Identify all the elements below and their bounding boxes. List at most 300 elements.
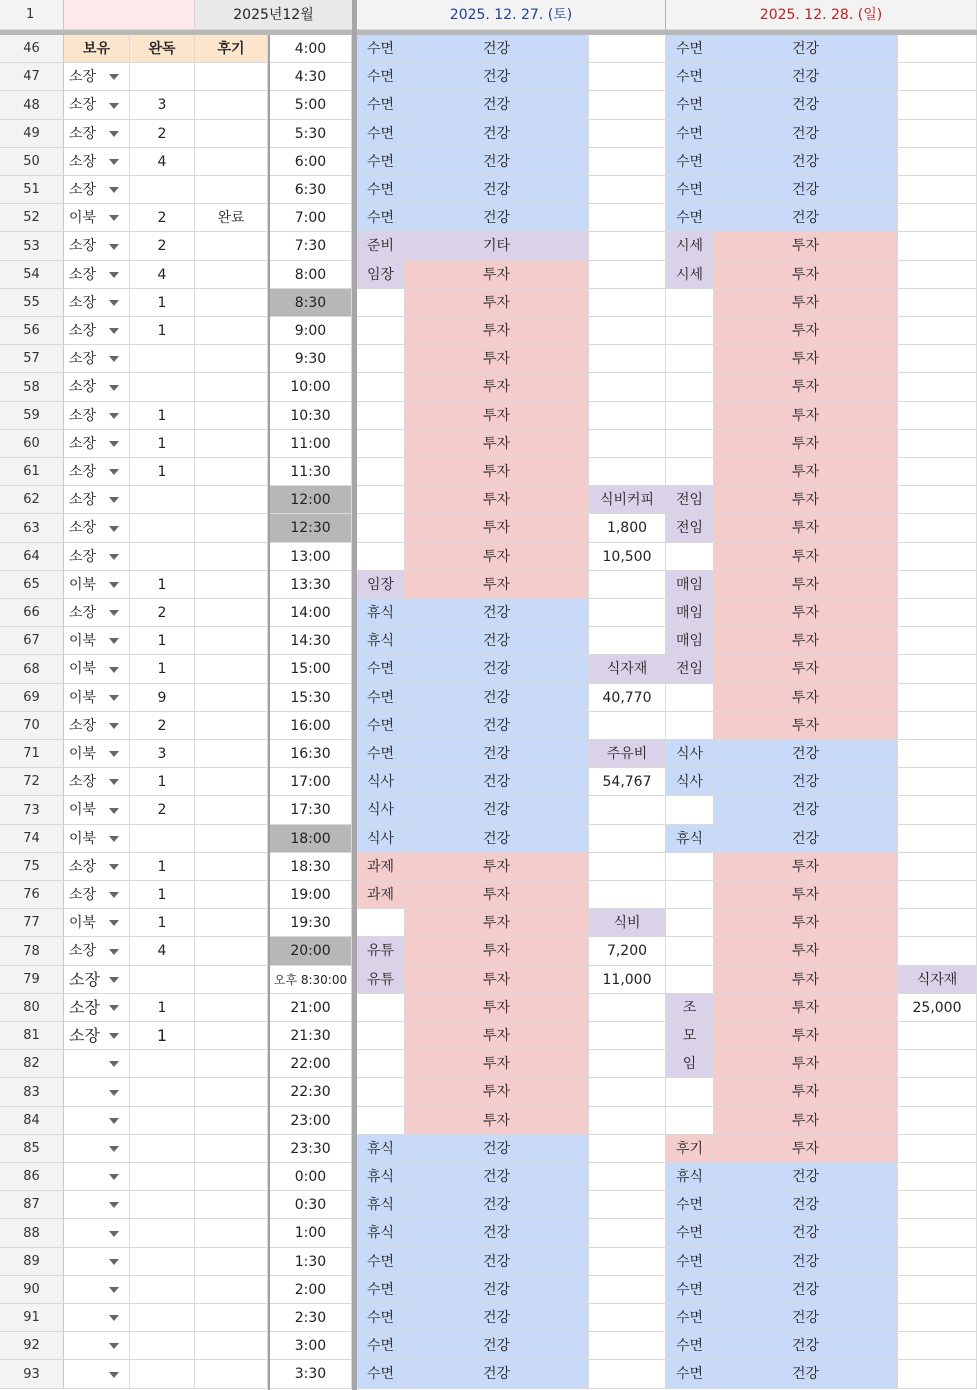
own-dropdown-cell[interactable]: 소장 bbox=[64, 458, 130, 486]
own-dropdown-cell[interactable]: 소장 bbox=[64, 63, 130, 91]
time-cell[interactable]: 23:00 bbox=[270, 1107, 352, 1135]
own-dropdown-cell[interactable] bbox=[64, 1219, 130, 1248]
chevron-down-icon[interactable] bbox=[109, 1033, 119, 1039]
day1-activity-cell[interactable] bbox=[357, 430, 405, 458]
row-number[interactable]: 55 bbox=[0, 289, 64, 317]
day1-category-cell[interactable]: 건강 bbox=[405, 1163, 589, 1191]
day2-activity-cell[interactable]: 수면 bbox=[666, 1332, 714, 1360]
time-cell[interactable]: 10:30 bbox=[270, 402, 352, 430]
day1-expense-cell[interactable]: 40,770 bbox=[589, 684, 666, 712]
day2-expense-cell[interactable] bbox=[898, 176, 977, 204]
review-cell[interactable] bbox=[195, 599, 268, 627]
review-cell[interactable] bbox=[195, 994, 268, 1022]
review-cell[interactable] bbox=[195, 176, 268, 204]
review-cell[interactable] bbox=[195, 684, 268, 712]
day2-activity-cell[interactable]: 식사 bbox=[666, 740, 714, 768]
day1-expense-cell[interactable] bbox=[589, 289, 666, 317]
day1-category-cell[interactable]: 건강 bbox=[405, 35, 589, 63]
own-dropdown-cell[interactable]: 소장 bbox=[64, 712, 130, 740]
day2-expense-cell[interactable] bbox=[898, 853, 977, 881]
review-cell[interactable] bbox=[195, 1135, 268, 1163]
day1-expense-cell[interactable] bbox=[589, 796, 666, 825]
day2-activity-cell[interactable] bbox=[666, 966, 714, 994]
own-dropdown-cell[interactable]: 소장 bbox=[64, 514, 130, 543]
own-dropdown-cell[interactable]: 소장 bbox=[64, 881, 130, 909]
day1-category-cell[interactable]: 투자 bbox=[405, 994, 589, 1022]
row-number[interactable]: 52 bbox=[0, 204, 64, 232]
day2-expense-cell[interactable] bbox=[898, 261, 977, 289]
own-dropdown-cell[interactable]: 이북 bbox=[64, 684, 130, 712]
day1-activity-cell[interactable]: 수면 bbox=[357, 684, 405, 712]
row-number[interactable]: 60 bbox=[0, 430, 64, 458]
time-cell[interactable]: 8:30 bbox=[270, 289, 352, 317]
day2-activity-cell[interactable]: 시세 bbox=[666, 232, 714, 261]
done-cell[interactable] bbox=[130, 1191, 195, 1219]
row-number[interactable]: 91 bbox=[0, 1304, 64, 1332]
day1-expense-cell[interactable] bbox=[589, 1191, 666, 1219]
day2-category-cell[interactable]: 투자 bbox=[714, 1078, 898, 1107]
day2-category-cell[interactable]: 투자 bbox=[714, 1022, 898, 1050]
day2-expense-cell[interactable] bbox=[898, 486, 977, 514]
time-cell[interactable]: 6:00 bbox=[270, 148, 352, 176]
time-cell[interactable]: 18:00 bbox=[270, 825, 352, 853]
chevron-down-icon[interactable] bbox=[109, 779, 119, 785]
day1-expense-cell[interactable] bbox=[589, 1050, 666, 1078]
row-number[interactable]: 47 bbox=[0, 63, 64, 91]
day1-category-cell[interactable]: 투자 bbox=[405, 909, 589, 937]
row-number[interactable]: 84 bbox=[0, 1107, 64, 1135]
day2-category-cell[interactable]: 건강 bbox=[714, 176, 898, 204]
row-number[interactable]: 88 bbox=[0, 1219, 64, 1248]
row-number[interactable]: 63 bbox=[0, 514, 64, 543]
day1-activity-cell[interactable]: 식사 bbox=[357, 768, 405, 796]
day2-activity-cell[interactable]: 수면 bbox=[666, 1248, 714, 1276]
own-dropdown-cell[interactable]: 이북 bbox=[64, 571, 130, 599]
done-cell[interactable]: 4 bbox=[130, 261, 195, 289]
day2-expense-cell[interactable] bbox=[898, 1107, 977, 1135]
time-cell[interactable]: 15:30 bbox=[270, 684, 352, 712]
row-number[interactable]: 46 bbox=[0, 35, 64, 63]
time-cell[interactable]: 3:30 bbox=[270, 1360, 352, 1389]
day2-activity-cell[interactable]: 수면 bbox=[666, 120, 714, 148]
done-cell[interactable] bbox=[130, 176, 195, 204]
day1-expense-cell[interactable]: 식자재 bbox=[589, 655, 666, 684]
own-dropdown-cell[interactable]: 소장 bbox=[64, 430, 130, 458]
row-number[interactable]: 1 bbox=[0, 0, 64, 30]
day1-activity-cell[interactable]: 수면 bbox=[357, 204, 405, 232]
done-cell[interactable]: 1 bbox=[130, 289, 195, 317]
day1-expense-cell[interactable] bbox=[589, 712, 666, 740]
row-number[interactable]: 58 bbox=[0, 373, 64, 402]
day1-activity-cell[interactable]: 휴식 bbox=[357, 1219, 405, 1248]
chevron-down-icon[interactable] bbox=[109, 1287, 119, 1293]
day2-category-cell[interactable]: 투자 bbox=[714, 937, 898, 966]
day2-expense-cell[interactable] bbox=[898, 1219, 977, 1248]
frozen-row-divider[interactable] bbox=[0, 30, 977, 35]
day2-category-cell[interactable]: 건강 bbox=[714, 35, 898, 63]
day2-expense-cell[interactable] bbox=[898, 35, 977, 63]
review-cell[interactable] bbox=[195, 1050, 268, 1078]
own-dropdown-cell[interactable] bbox=[64, 1332, 130, 1360]
day2-expense-cell[interactable] bbox=[898, 1022, 977, 1050]
day1-category-cell[interactable]: 건강 bbox=[405, 1191, 589, 1219]
review-cell[interactable] bbox=[195, 1304, 268, 1332]
done-cell[interactable]: 2 bbox=[130, 120, 195, 148]
done-cell[interactable]: 4 bbox=[130, 937, 195, 966]
day2-activity-cell[interactable]: 수면 bbox=[666, 91, 714, 120]
done-cell[interactable] bbox=[130, 1219, 195, 1248]
chevron-down-icon[interactable] bbox=[109, 808, 119, 814]
chevron-down-icon[interactable] bbox=[109, 1146, 119, 1152]
chevron-down-icon[interactable] bbox=[109, 413, 119, 419]
chevron-down-icon[interactable] bbox=[109, 159, 119, 165]
day2-category-cell[interactable]: 건강 bbox=[714, 63, 898, 91]
own-dropdown-cell[interactable] bbox=[64, 1276, 130, 1304]
day2-expense-cell[interactable] bbox=[898, 655, 977, 684]
chevron-down-icon[interactable] bbox=[109, 272, 119, 278]
own-dropdown-cell[interactable] bbox=[64, 1304, 130, 1332]
day1-activity-cell[interactable] bbox=[357, 543, 405, 571]
day1-activity-cell[interactable] bbox=[357, 1107, 405, 1135]
day2-expense-cell[interactable] bbox=[898, 684, 977, 712]
day2-expense-cell[interactable] bbox=[898, 1332, 977, 1360]
day1-category-cell[interactable]: 건강 bbox=[405, 1360, 589, 1389]
day2-activity-cell[interactable] bbox=[666, 712, 714, 740]
chevron-down-icon[interactable] bbox=[109, 723, 119, 729]
day1-expense-cell[interactable] bbox=[589, 120, 666, 148]
day2-expense-cell[interactable] bbox=[898, 91, 977, 120]
day2-expense-cell[interactable] bbox=[898, 63, 977, 91]
row-number[interactable]: 76 bbox=[0, 881, 64, 909]
day1-category-cell[interactable]: 투자 bbox=[405, 881, 589, 909]
own-dropdown-cell[interactable]: 소장 bbox=[64, 148, 130, 176]
time-cell[interactable]: 23:30 bbox=[270, 1135, 352, 1163]
row-number[interactable]: 90 bbox=[0, 1276, 64, 1304]
chevron-down-icon[interactable] bbox=[109, 244, 119, 250]
time-cell[interactable]: 오후 8:30:00 bbox=[270, 966, 352, 994]
row-number[interactable]: 67 bbox=[0, 627, 64, 655]
day1-activity-cell[interactable]: 수면 bbox=[357, 740, 405, 768]
time-cell[interactable]: 7:00 bbox=[270, 204, 352, 232]
day2-activity-cell[interactable]: 수면 bbox=[666, 1191, 714, 1219]
day1-expense-cell[interactable] bbox=[589, 402, 666, 430]
own-dropdown-cell[interactable]: 소장 bbox=[64, 599, 130, 627]
done-cell[interactable]: 2 bbox=[130, 232, 195, 261]
day1-category-cell[interactable]: 투자 bbox=[405, 543, 589, 571]
day1-expense-cell[interactable] bbox=[589, 232, 666, 261]
review-cell[interactable] bbox=[195, 543, 268, 571]
day2-category-cell[interactable]: 투자 bbox=[714, 1050, 898, 1078]
day1-activity-cell[interactable]: 휴식 bbox=[357, 1135, 405, 1163]
day1-category-cell[interactable]: 투자 bbox=[405, 261, 589, 289]
day1-category-cell[interactable]: 투자 bbox=[405, 345, 589, 373]
day2-expense-cell[interactable] bbox=[898, 599, 977, 627]
chevron-down-icon[interactable] bbox=[109, 1231, 119, 1237]
day2-expense-cell[interactable] bbox=[898, 1135, 977, 1163]
review-cell[interactable] bbox=[195, 148, 268, 176]
day1-activity-cell[interactable] bbox=[357, 373, 405, 402]
own-dropdown-cell[interactable]: 소장 bbox=[64, 261, 130, 289]
own-dropdown-cell[interactable]: 이북 bbox=[64, 909, 130, 937]
time-cell[interactable]: 17:00 bbox=[270, 768, 352, 796]
column-header-own[interactable]: 보유 bbox=[64, 35, 130, 63]
day2-category-cell[interactable]: 투자 bbox=[714, 458, 898, 486]
done-cell[interactable]: 1 bbox=[130, 881, 195, 909]
review-cell[interactable] bbox=[195, 120, 268, 148]
row-number[interactable]: 70 bbox=[0, 712, 64, 740]
chevron-down-icon[interactable] bbox=[109, 949, 119, 955]
day1-category-cell[interactable]: 투자 bbox=[405, 937, 589, 966]
day2-category-cell[interactable]: 투자 bbox=[714, 514, 898, 543]
done-cell[interactable] bbox=[130, 966, 195, 994]
time-cell[interactable]: 13:00 bbox=[270, 543, 352, 571]
day1-category-cell[interactable]: 투자 bbox=[405, 1107, 589, 1135]
day1-category-cell[interactable]: 건강 bbox=[405, 63, 589, 91]
day2-category-cell[interactable]: 투자 bbox=[714, 430, 898, 458]
day2-category-cell[interactable]: 투자 bbox=[714, 712, 898, 740]
row-number[interactable]: 81 bbox=[0, 1022, 64, 1050]
chevron-down-icon[interactable] bbox=[109, 554, 119, 560]
own-dropdown-cell[interactable]: 소장 bbox=[64, 289, 130, 317]
chevron-down-icon[interactable] bbox=[109, 497, 119, 503]
day2-expense-cell[interactable] bbox=[898, 1248, 977, 1276]
chevron-down-icon[interactable] bbox=[109, 103, 119, 109]
day2-activity-cell[interactable]: 수면 bbox=[666, 1219, 714, 1248]
day1-category-cell[interactable]: 투자 bbox=[405, 514, 589, 543]
day1-expense-cell[interactable]: 주유비 bbox=[589, 740, 666, 768]
day2-category-cell[interactable]: 투자 bbox=[714, 853, 898, 881]
done-cell[interactable]: 1 bbox=[130, 627, 195, 655]
own-dropdown-cell[interactable]: 소장 bbox=[64, 402, 130, 430]
day2-activity-cell[interactable] bbox=[666, 937, 714, 966]
day1-activity-cell[interactable]: 식사 bbox=[357, 825, 405, 853]
own-dropdown-cell[interactable]: 소장 bbox=[64, 486, 130, 514]
day2-activity-cell[interactable] bbox=[666, 317, 714, 345]
day1-expense-cell[interactable] bbox=[589, 599, 666, 627]
own-dropdown-cell[interactable] bbox=[64, 1163, 130, 1191]
day2-expense-cell[interactable] bbox=[898, 1050, 977, 1078]
own-dropdown-cell[interactable]: 이북 bbox=[64, 655, 130, 684]
day2-category-cell[interactable]: 투자 bbox=[714, 655, 898, 684]
day2-activity-cell[interactable]: 수면 bbox=[666, 1304, 714, 1332]
time-cell[interactable]: 9:30 bbox=[270, 345, 352, 373]
day2-activity-cell[interactable] bbox=[666, 430, 714, 458]
row-number[interactable]: 69 bbox=[0, 684, 64, 712]
review-cell[interactable] bbox=[195, 63, 268, 91]
day2-category-cell[interactable]: 건강 bbox=[714, 204, 898, 232]
done-cell[interactable]: 3 bbox=[130, 740, 195, 768]
row-number[interactable]: 48 bbox=[0, 91, 64, 120]
done-cell[interactable] bbox=[130, 1276, 195, 1304]
own-dropdown-cell[interactable]: 소장 bbox=[64, 232, 130, 261]
row-number[interactable]: 89 bbox=[0, 1248, 64, 1276]
day1-expense-cell[interactable]: 10,500 bbox=[589, 543, 666, 571]
row-number[interactable]: 83 bbox=[0, 1078, 64, 1107]
day2-category-cell[interactable]: 투자 bbox=[714, 627, 898, 655]
day2-category-cell[interactable]: 건강 bbox=[714, 1163, 898, 1191]
row-number[interactable]: 54 bbox=[0, 261, 64, 289]
day1-expense-cell[interactable] bbox=[589, 994, 666, 1022]
time-cell[interactable]: 11:30 bbox=[270, 458, 352, 486]
time-cell[interactable]: 13:30 bbox=[270, 571, 352, 599]
day1-activity-cell[interactable]: 유튜 bbox=[357, 937, 405, 966]
done-cell[interactable]: 1 bbox=[130, 402, 195, 430]
day2-activity-cell[interactable]: 수면 bbox=[666, 1360, 714, 1389]
day1-category-cell[interactable]: 건강 bbox=[405, 712, 589, 740]
day1-expense-cell[interactable] bbox=[589, 627, 666, 655]
time-cell[interactable]: 4:00 bbox=[270, 35, 352, 63]
review-cell[interactable] bbox=[195, 740, 268, 768]
day1-expense-cell[interactable] bbox=[589, 881, 666, 909]
time-cell[interactable]: 9:00 bbox=[270, 317, 352, 345]
own-dropdown-cell[interactable]: 이북 bbox=[64, 204, 130, 232]
day1-activity-cell[interactable]: 수면 bbox=[357, 148, 405, 176]
own-dropdown-cell[interactable] bbox=[64, 1248, 130, 1276]
own-dropdown-cell[interactable] bbox=[64, 1078, 130, 1107]
day2-category-cell[interactable]: 건강 bbox=[714, 1191, 898, 1219]
done-cell[interactable] bbox=[130, 345, 195, 373]
day2-expense-cell[interactable] bbox=[898, 120, 977, 148]
day2-activity-cell[interactable]: 매임 bbox=[666, 627, 714, 655]
day1-activity-cell[interactable]: 식사 bbox=[357, 796, 405, 825]
time-cell[interactable]: 1:00 bbox=[270, 1219, 352, 1248]
own-dropdown-cell[interactable]: 소장 bbox=[64, 345, 130, 373]
day1-activity-cell[interactable] bbox=[357, 909, 405, 937]
review-cell[interactable] bbox=[195, 1248, 268, 1276]
chevron-down-icon[interactable] bbox=[109, 1061, 119, 1067]
day2-category-cell[interactable]: 건강 bbox=[714, 825, 898, 853]
done-cell[interactable] bbox=[130, 63, 195, 91]
time-cell[interactable]: 6:30 bbox=[270, 176, 352, 204]
day1-category-cell[interactable]: 건강 bbox=[405, 1276, 589, 1304]
day1-category-cell[interactable]: 투자 bbox=[405, 853, 589, 881]
day1-expense-cell[interactable]: 1,800 bbox=[589, 514, 666, 543]
day1-expense-cell[interactable] bbox=[589, 261, 666, 289]
row-number[interactable]: 68 bbox=[0, 655, 64, 684]
done-cell[interactable] bbox=[130, 486, 195, 514]
time-cell[interactable]: 19:00 bbox=[270, 881, 352, 909]
row-number[interactable]: 53 bbox=[0, 232, 64, 261]
time-cell[interactable]: 21:30 bbox=[270, 1022, 352, 1050]
day1-expense-cell[interactable] bbox=[589, 63, 666, 91]
day1-activity-cell[interactable]: 수면 bbox=[357, 120, 405, 148]
row-number[interactable]: 73 bbox=[0, 796, 64, 825]
day1-activity-cell[interactable] bbox=[357, 1050, 405, 1078]
day1-category-cell[interactable]: 건강 bbox=[405, 740, 589, 768]
own-dropdown-cell[interactable]: 소장 bbox=[64, 317, 130, 345]
day2-activity-cell[interactable]: 수면 bbox=[666, 63, 714, 91]
done-cell[interactable] bbox=[130, 373, 195, 402]
review-cell[interactable] bbox=[195, 1276, 268, 1304]
day1-expense-cell[interactable] bbox=[589, 1163, 666, 1191]
day1-category-cell[interactable]: 건강 bbox=[405, 1219, 589, 1248]
chevron-down-icon[interactable] bbox=[109, 1315, 119, 1321]
row-number[interactable]: 51 bbox=[0, 176, 64, 204]
day1-expense-cell[interactable] bbox=[589, 1276, 666, 1304]
done-cell[interactable] bbox=[130, 1304, 195, 1332]
done-cell[interactable]: 2 bbox=[130, 712, 195, 740]
row-number[interactable]: 86 bbox=[0, 1163, 64, 1191]
day2-activity-cell[interactable]: 수면 bbox=[666, 204, 714, 232]
day2-expense-cell[interactable] bbox=[898, 1304, 977, 1332]
review-cell[interactable] bbox=[195, 373, 268, 402]
day1-category-cell[interactable]: 투자 bbox=[405, 1022, 589, 1050]
chevron-down-icon[interactable] bbox=[109, 638, 119, 644]
day2-activity-cell[interactable]: 휴식 bbox=[666, 1163, 714, 1191]
day1-activity-cell[interactable]: 수면 bbox=[357, 35, 405, 63]
day2-activity-cell[interactable]: 매임 bbox=[666, 599, 714, 627]
time-cell[interactable]: 15:00 bbox=[270, 655, 352, 684]
chevron-down-icon[interactable] bbox=[109, 1090, 119, 1096]
time-cell[interactable]: 4:30 bbox=[270, 63, 352, 91]
day1-expense-cell[interactable] bbox=[589, 1022, 666, 1050]
chevron-down-icon[interactable] bbox=[109, 300, 119, 306]
day2-category-cell[interactable]: 투자 bbox=[714, 345, 898, 373]
own-dropdown-cell[interactable]: 소장 bbox=[64, 543, 130, 571]
own-dropdown-cell[interactable] bbox=[64, 1107, 130, 1135]
own-dropdown-cell[interactable] bbox=[64, 1360, 130, 1389]
review-cell[interactable] bbox=[195, 1219, 268, 1248]
day2-activity-cell[interactable]: 휴식 bbox=[666, 825, 714, 853]
day1-category-cell[interactable]: 투자 bbox=[405, 966, 589, 994]
chevron-down-icon[interactable] bbox=[109, 469, 119, 475]
day1-expense-cell[interactable]: 식비 bbox=[589, 909, 666, 937]
date-header-1[interactable]: 2025. 12. 27. (토) bbox=[357, 0, 666, 30]
day1-activity-cell[interactable]: 수면 bbox=[357, 1248, 405, 1276]
day2-category-cell[interactable]: 투자 bbox=[714, 402, 898, 430]
review-cell[interactable] bbox=[195, 853, 268, 881]
review-cell[interactable] bbox=[195, 91, 268, 120]
day2-category-cell[interactable]: 투자 bbox=[714, 994, 898, 1022]
day1-expense-cell[interactable]: 11,000 bbox=[589, 966, 666, 994]
day2-activity-cell[interactable] bbox=[666, 458, 714, 486]
day1-activity-cell[interactable]: 수면 bbox=[357, 1332, 405, 1360]
done-cell[interactable]: 4 bbox=[130, 148, 195, 176]
day2-activity-cell[interactable]: 식사 bbox=[666, 768, 714, 796]
day2-activity-cell[interactable] bbox=[666, 402, 714, 430]
review-cell[interactable] bbox=[195, 627, 268, 655]
done-cell[interactable]: 1 bbox=[130, 909, 195, 937]
review-cell[interactable] bbox=[195, 1332, 268, 1360]
done-cell[interactable]: 3 bbox=[130, 91, 195, 120]
day1-category-cell[interactable]: 건강 bbox=[405, 655, 589, 684]
done-cell[interactable]: 1 bbox=[130, 1022, 195, 1050]
time-cell[interactable]: 7:30 bbox=[270, 232, 352, 261]
month-label[interactable]: 2025년12월 bbox=[195, 0, 353, 30]
row-number[interactable]: 64 bbox=[0, 543, 64, 571]
day2-expense-cell[interactable] bbox=[898, 514, 977, 543]
day1-activity-cell[interactable] bbox=[357, 402, 405, 430]
time-cell[interactable]: 12:00 bbox=[270, 486, 352, 514]
row-number[interactable]: 50 bbox=[0, 148, 64, 176]
own-dropdown-cell[interactable]: 이북 bbox=[64, 825, 130, 853]
done-cell[interactable] bbox=[130, 1050, 195, 1078]
day2-category-cell[interactable]: 건강 bbox=[714, 1332, 898, 1360]
time-cell[interactable]: 20:00 bbox=[270, 937, 352, 966]
day1-category-cell[interactable]: 건강 bbox=[405, 627, 589, 655]
day1-category-cell[interactable]: 건강 bbox=[405, 204, 589, 232]
done-cell[interactable] bbox=[130, 1107, 195, 1135]
day1-activity-cell[interactable]: 수면 bbox=[357, 1276, 405, 1304]
review-cell[interactable] bbox=[195, 937, 268, 966]
day1-category-cell[interactable]: 건강 bbox=[405, 91, 589, 120]
day1-expense-cell[interactable] bbox=[589, 35, 666, 63]
column-header-done[interactable]: 완독 bbox=[130, 35, 195, 63]
time-cell[interactable]: 12:30 bbox=[270, 514, 352, 543]
day1-expense-cell[interactable]: 7,200 bbox=[589, 937, 666, 966]
day2-activity-cell[interactable]: 시세 bbox=[666, 261, 714, 289]
day2-activity-cell[interactable] bbox=[666, 881, 714, 909]
